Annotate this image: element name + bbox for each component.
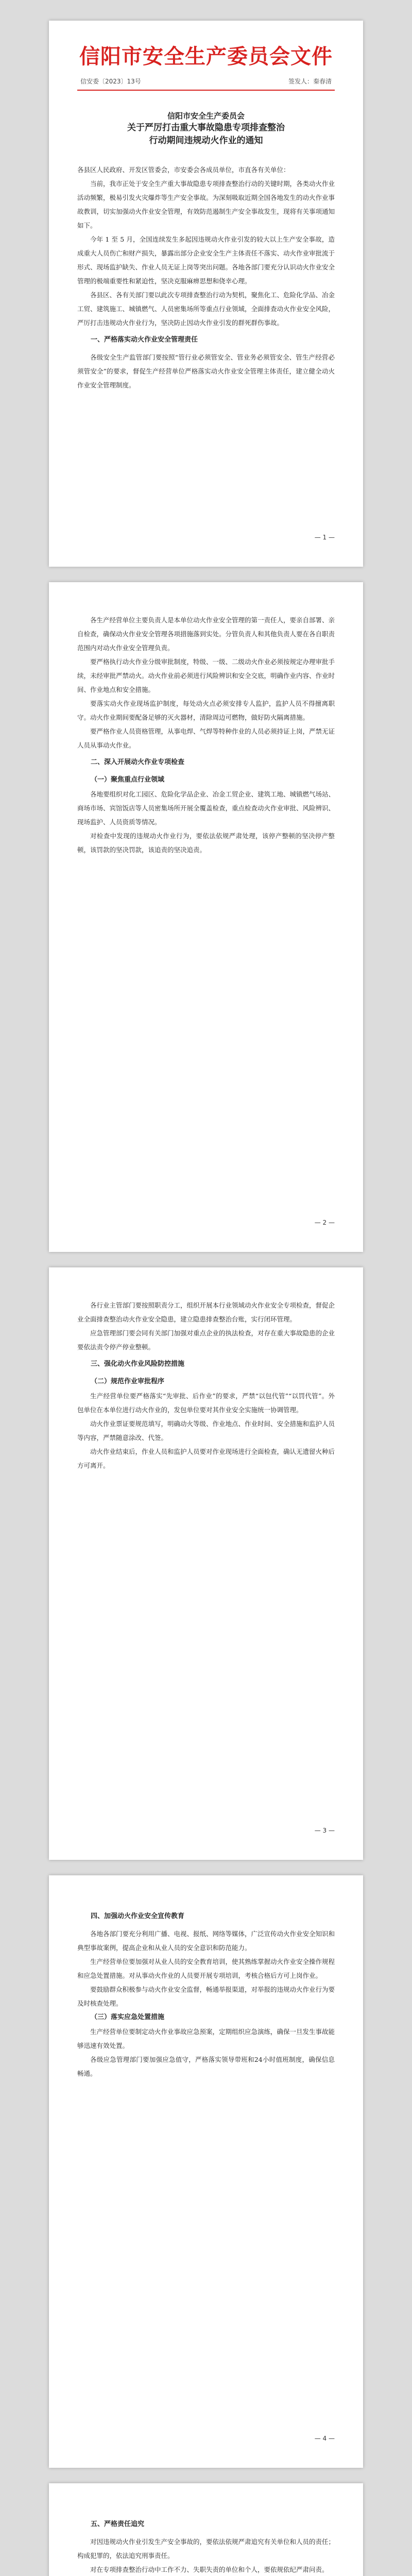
- page-number: — 2 —: [314, 1219, 335, 1226]
- paragraph: 要严格作业人员资格管理，从事电焊、气焊等特种作业的人员必须持证上岗，严禁无证人员从事动火作业。: [77, 727, 335, 749]
- title-block: [77, 110, 335, 147]
- paragraph: 要落实动火作业现场监护制度，每处动火点必须安排专人监护，监护人员不得擅离职守。动火作业期间要配备足够的灭火器材，清除周边可燃物，做好防火隔离措施。: [77, 700, 335, 721]
- paragraph: 动火作业结束后，作业人员和监护人员要对作业现场进行全面检查，确认无遗留火种后方可离开。: [77, 1448, 335, 1469]
- paragraph: 应急管理部门要会同有关部门加强对重点企业的执法检查，对存在重大事故隐患的企业要依法责令停产停业整顿。: [77, 1329, 335, 1351]
- doc-meta-row: [77, 77, 335, 86]
- paragraph: 要严格执行动火作业分级审批制度，特级、一级、二级动火作业必须按规定办理审批手续，未经审批严禁动火。动火作业前必须进行风险辨识和安全交底，明确作业内容、作业时间、作业地点和安全措施。: [77, 658, 335, 693]
- issuer-line: 信阳市安全生产委员会: [167, 111, 245, 121]
- section-heading-3: 三、强化动火作业风险防控措施: [91, 1360, 185, 1368]
- doc-number: 信安委〔2023〕13号: [80, 78, 141, 85]
- paragraph: 当前，我市正处于安全生产重大事故隐患专项排查整治行动的关键时期，各类动火作业活动频繁，极易引发火灾爆炸等生产安全事故。为深刻吸取近期全国各地发生的动火作业事故教训，切实加强动火作业安全管理，有效防范遏制生产安全事故发生，现将有关事项通知如下。: [77, 180, 335, 229]
- paragraph: 各级应急管理部门要加强应急值守，严格落实领导带班和24小时值班制度，确保信息畅通。: [77, 2056, 335, 2077]
- subsection-heading: （一）聚焦重点行业领域: [91, 776, 165, 784]
- document-page-4: [49, 1875, 363, 2468]
- paragraph: 对检查中发现的违规动火作业行为，要依法依规严肃处理，该停产整顿的坚决停产整顿，该罚款的坚决罚款，该追责的坚决追责。: [77, 832, 335, 854]
- page-number: — 1 —: [314, 534, 335, 541]
- paragraph: 今年 1 至 5 月，全国连续发生多起因违规动火作业引发的较大以上生产安全事故，造成重大人员伤亡和财产损失，暴露出部分企业安全生产主体责任不落实、动火作业审批流于形式、现场监护缺失、作业人员无证上岗等突出问题。各地各部门要充分认识动火作业安全管理的极端重要性和紧迫性，坚决克服麻痹思想和侥幸心理。: [77, 235, 335, 285]
- paragraph: 各级安全生产监管部门要按照“管行业必须管安全、管业务必须管安全、管生产经营必须管安全”的要求，督促生产经营单位严格落实动火作业安全管理主体责任，建立健全动火作业安全管理制度。: [77, 353, 335, 389]
- subsection-heading: （三）落实应急处置措施: [91, 2013, 165, 2021]
- doc-title-line-2: 行动期间违规动火作业的通知: [149, 135, 263, 146]
- paragraph: 各地要组织对化工园区、危险化学品企业、冶金工贸企业、建筑工地、城镇燃气场站、商场市场、宾馆饭店等人员密集场所开展全覆盖检查，重点检查动火作业审批、风险辨识、现场监护、人员资质等情况。: [77, 790, 335, 826]
- subsection-heading: （二）规范作业审批程序: [91, 1378, 165, 1385]
- paragraph: 各生产经营单位主要负责人是本单位动火作业安全管理的第一责任人，要亲自部署、亲自检查，确保动火作业安全管理各项措施落到实处。分管负责人和其他负责人要在各自职责范围内对动火作业安全管理负责。: [77, 616, 335, 652]
- paragraph: 要鼓励群众积极参与动火作业安全监督，畅通举报渠道，对举报的违规动火作业行为要及时核查处理。: [77, 1986, 335, 2007]
- page-number: — 3 —: [314, 1827, 335, 1834]
- paragraph: 生产经营单位要制定动火作业事故应急预案，定期组织应急演练，确保一旦发生事故能够迅速有效处置。: [77, 2028, 335, 2049]
- section-heading-5: 五、严格责任追究: [91, 2520, 145, 2528]
- signer: 签发人：秦春清: [288, 78, 332, 85]
- letterhead-divider: [77, 90, 335, 91]
- paragraph: 各县区、各有关部门要以此次专项排查整治行动为契机，聚焦化工、危险化学品、冶金工贸、建筑施工、城镇燃气、人员密集场所等重点行业领域，全面排查动火作业安全风险，严厉打击违规动火作业行为，坚决防止因动火作业引发的群死群伤事故。: [77, 291, 335, 327]
- paragraph: 对在专项排查整治行动中工作不力、失职失责的单位和个人，要依规依纪严肃问责。: [90, 2566, 329, 2573]
- section-heading-2: 二、深入开展动火作业专项检查: [91, 758, 185, 766]
- document-page-2: [49, 582, 363, 1252]
- paragraph: 对因违规动火作业引发生产安全事故的，要依法依规严肃追究有关单位和人员的责任；构成犯罪的，依法追究刑事责任。: [77, 2538, 335, 2560]
- paragraph: 动火作业票证要规范填写，明确动火等级、作业地点、作业时间、安全措施和监护人员等内容，严禁随意涂改、代签。: [77, 1420, 335, 1442]
- document-page-1: [49, 21, 363, 567]
- section-heading-1: 一、严格落实动火作业安全管理责任: [91, 336, 198, 344]
- paragraph: 各地各部门要充分利用广播、电视、报纸、网络等媒体，广泛宣传动火作业安全知识和典型事故案例，提高企业和从业人员的安全意识和防范能力。: [77, 1930, 335, 1952]
- paragraph: 生产经营单位要严格落实“先审批、后作业”的要求，严禁“以包代管”“以罚代管”。外包单位在本单位进行动火作业的，发包单位要对其作业安全实施统一协调管理。: [77, 1392, 335, 1414]
- document-page-5: [49, 2483, 363, 2576]
- section-heading-4: 四、加强动火作业安全宣传教育: [91, 1912, 185, 1920]
- paragraph: 生产经营单位要加强对从业人员的安全教育培训，使其熟练掌握动火作业安全操作规程和应急处置措施。对从事动火作业的人员要开展专项培训，考核合格后方可上岗作业。: [77, 1958, 335, 1979]
- page-number: — 4 —: [314, 2435, 335, 2442]
- doc-title-line-1: 关于严厉打击重大事故隐患专项排查整治: [127, 123, 285, 133]
- document-page-3: [49, 1267, 363, 1860]
- salutation: 各县区人民政府、开发区管委会，市安委会各成员单位，市直各有关单位：: [77, 166, 290, 174]
- paragraph: 各行业主管部门要按照职责分工，组织开展本行业领域动火作业安全专项检查，督促企业全面排查整治动火作业安全隐患，建立隐患排查整治台账，实行闭环管理。: [77, 1301, 335, 1323]
- letterhead-title: 信阳市安全生产委员会文件: [79, 45, 333, 69]
